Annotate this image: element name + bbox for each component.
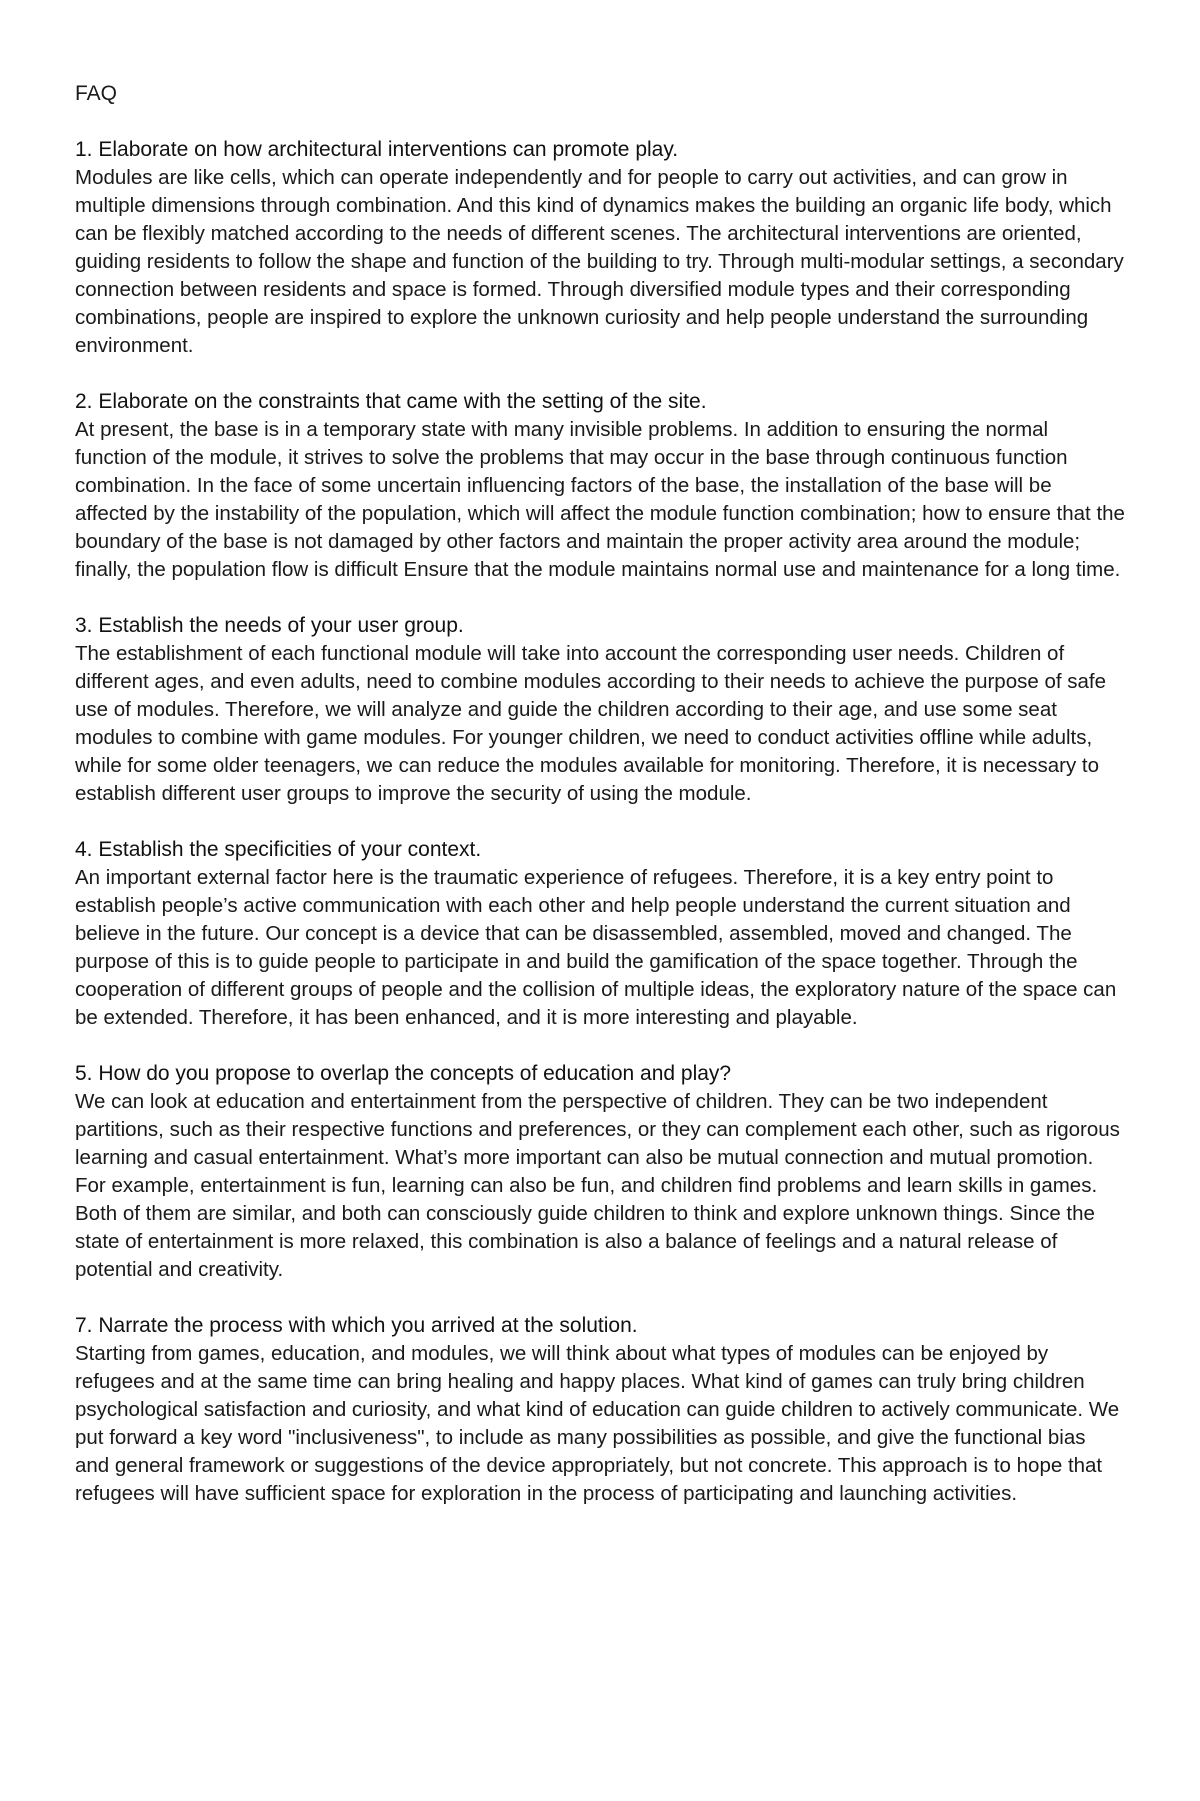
- faq-item-2: [75, 388, 1125, 584]
- faq-answer: Modules are like cells, which can operate independently and for people to carry out activities, and can grow in multiple dimensions through combination. And this kind of dynamics makes the building an organic life body, which can be flexibly matched according to the needs of different scenes. The architectural interventions are oriented, guiding residents to follow the shape and function of the building to try. Through multi-modular settings, a secondary connection between residents and space is formed. Through diversified module types and their corresponding combinations, people are inspired to explore the unknown curiosity and help people understand the surrounding environment.: [75, 166, 1124, 357]
- faq-item-1: [75, 136, 1125, 360]
- faq-item-4: [75, 836, 1125, 1032]
- faq-item-3: [75, 612, 1125, 808]
- faq-item-7: [75, 1312, 1125, 1508]
- faq-answer: At present, the base is in a temporary state with many invisible problems. In addition to ensuring the normal function of the module, it strives to solve the problems that may occur in the base through continuous function combination. In the face of some uncertain influencing factors of the base, the installation of the base will be affected by the instability of the population, which will affect the module function combination; how to ensure that the boundary of the base is not damaged by other factors and maintain the proper activity area around the module; finally, the population flow is difficult Ensure that the module maintains normal use and maintenance for a long time.: [75, 418, 1125, 581]
- faq-answer: An important external factor here is the traumatic experience of refugees. Therefore, it is a key entry point to establish people’s active communication with each other and help people understand the current situation and believe in the future. Our concept is a device that can be disassembled, assembled, moved and changed. The purpose of this is to guide people to participate in and build the gamification of the space together. Through the cooperation of different groups of people and the collision of multiple ideas, the exploratory nature of the space can be extended. Therefore, it has been enhanced, and it is more interesting and playable.: [75, 866, 1117, 1029]
- faq-question: 1. Elaborate on how architectural interventions can promote play.: [75, 138, 679, 161]
- faq-item-5: [75, 1060, 1125, 1284]
- faq-document: [75, 80, 1125, 1536]
- faq-answer: The establishment of each functional module will take into account the corresponding user needs. Children of different ages, and even adults, need to combine modules according to their needs to achieve the purpose of safe use of modules. Therefore, we will analyze and guide the children according to their age, and use some seat modules to combine with game modules. For younger children, we need to conduct activities offline while adults, while for some older teenagers, we can reduce the modules available for monitoring. Therefore, it is necessary to establish different user groups to improve the security of using the module.: [75, 642, 1106, 805]
- faq-question: 3. Establish the needs of your user group.: [75, 614, 464, 637]
- faq-question: 5. How do you propose to overlap the concepts of education and play?: [75, 1062, 732, 1085]
- faq-question: 2. Elaborate on the constraints that came with the setting of the site.: [75, 390, 707, 413]
- page-title: FAQ: [75, 82, 118, 105]
- faq-question: 7. Narrate the process with which you arrived at the solution.: [75, 1314, 638, 1337]
- faq-question: 4. Establish the specificities of your context.: [75, 838, 482, 861]
- faq-answer: We can look at education and entertainment from the perspective of children. They can be two independent partitions, such as their respective functions and preferences, or they can complement each other, such as rigorous learning and casual entertainment. What’s more important can also be mutual connection and mutual promotion. For example, entertainment is fun, learning can also be fun, and children find problems and learn skills in games. Both of them are similar, and both can consciously guide children to think and explore unknown things. Since the state of entertainment is more relaxed, this combination is also a balance of feelings and a natural release of potential and creativity.: [75, 1090, 1120, 1281]
- faq-answer: Starting from games, education, and modules, we will think about what types of modules can be enjoyed by refugees and at the same time can bring healing and happy places. What kind of games can truly bring children psychological satisfaction and curiosity, and what kind of education can guide children to actively communicate. We put forward a key word "inclusiveness", to include as many possibilities as possible, and give the functional bias and general framework or suggestions of the device appropriately, but not concrete. This approach is to hope that refugees will have sufficient space for exploration in the process of participating and launching activities.: [75, 1342, 1120, 1505]
